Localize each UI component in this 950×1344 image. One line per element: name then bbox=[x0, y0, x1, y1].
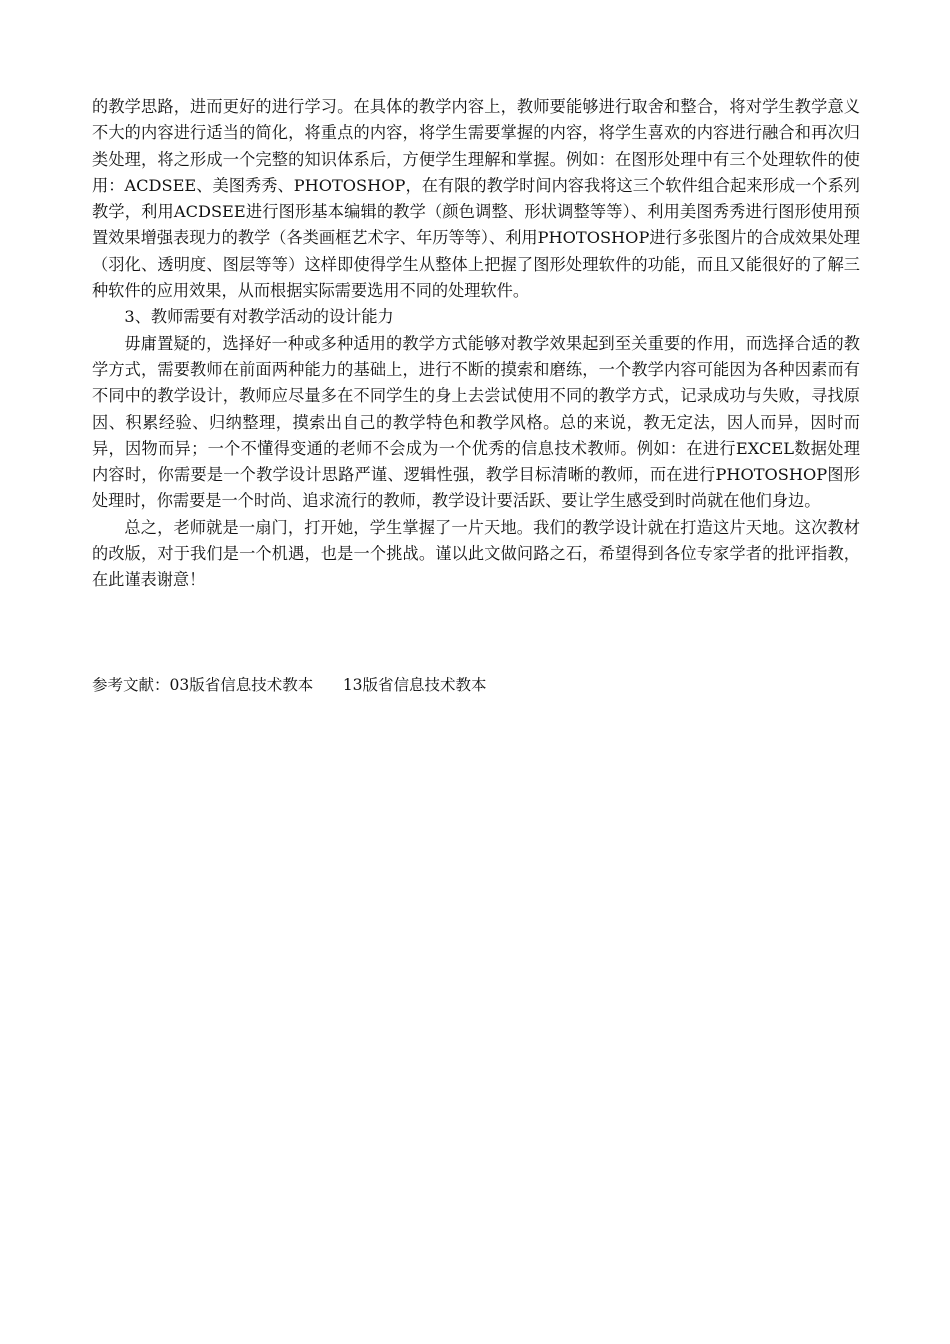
paragraph-conclusion: 总之，老师就是一扇门，打开她，学生掌握了一片天地。我们的教学设计就在打造这片天地。这次教材的改版，对于我们是一个机遇，也是一个挑战。谨以此文做问路之石，希望得到各位专家学者的批评指教，在此谨表谢意！ bbox=[92, 517, 860, 590]
section-heading-design-ability: 3、教师需要有对教学活动的设计能力 bbox=[124, 307, 394, 327]
references-label: 参考文献： bbox=[92, 676, 170, 694]
paragraph-teaching-approach: 的教学思路，进而更好的进行学习。在具体的教学内容上，教师要能够进行取舍和整合，将对学生教学意义不大的内容进行适当的简化，将重点的内容，将学生需要掌握的内容，将学生喜欢的内容进行融合和再次归类处理，将之形成一个完整的知识体系后，方便学生理解和掌握。例如：在图形处理中有三个处理软件的使用：ACDSEE、美图秀秀、PHOTOSHOP，在有限的教学时间内容我将这三个软件组合起来形成一个系列教学，利用ACDSEE进行图形基本编辑的教学（颜色调整、形状调整等等）、利用美图秀秀进行图形使用预置效果增强表现力的教学（各类画框艺术字、年历等等）、利用PHOTOSHOP进行多张图片的合成效果处理（羽化、透明度、图层等等）这样即使得学生从整体上把握了图形处理软件的功能，而且又能很好的了解三种软件的应用效果，从而根据实际需要选用不同的处理软件。 bbox=[92, 97, 860, 301]
reference-item: 13版省信息技术教本 bbox=[342, 676, 487, 694]
document-body bbox=[92, 94, 860, 594]
reference-item: 03版省信息技术教本 bbox=[169, 676, 314, 694]
reference-gap bbox=[313, 676, 343, 694]
references-line bbox=[92, 672, 860, 698]
paragraph-teaching-methods: 毋庸置疑的，选择好一种或多种适用的教学方式能够对教学效果起到至关重要的作用，而选择合适的教学方式，需要教师在前面两种能力的基础上，进行不断的摸索和磨练，一个教学内容可能因为各种因素而有不同中的教学设计，教师应尽量多在不同学生的身上去尝试使用不同的教学方式，记录成功与失败，寻找原因、积累经验、归纳整理，摸索出自己的教学特色和教学风格。总的来说，教无定法，因人而异，因时而异，因物而异；一个不懂得变通的老师不会成为一个优秀的信息技术教师。例如：在进行EXCEL数据处理内容时，你需要是一个教学设计思路严谨、逻辑性强，教学目标清晰的教师，而在进行PHOTOSHOP图形处理时，你需要是一个时尚、追求流行的教师，教学设计要活跃、要让学生感受到时尚就在他们身边。 bbox=[92, 333, 860, 511]
